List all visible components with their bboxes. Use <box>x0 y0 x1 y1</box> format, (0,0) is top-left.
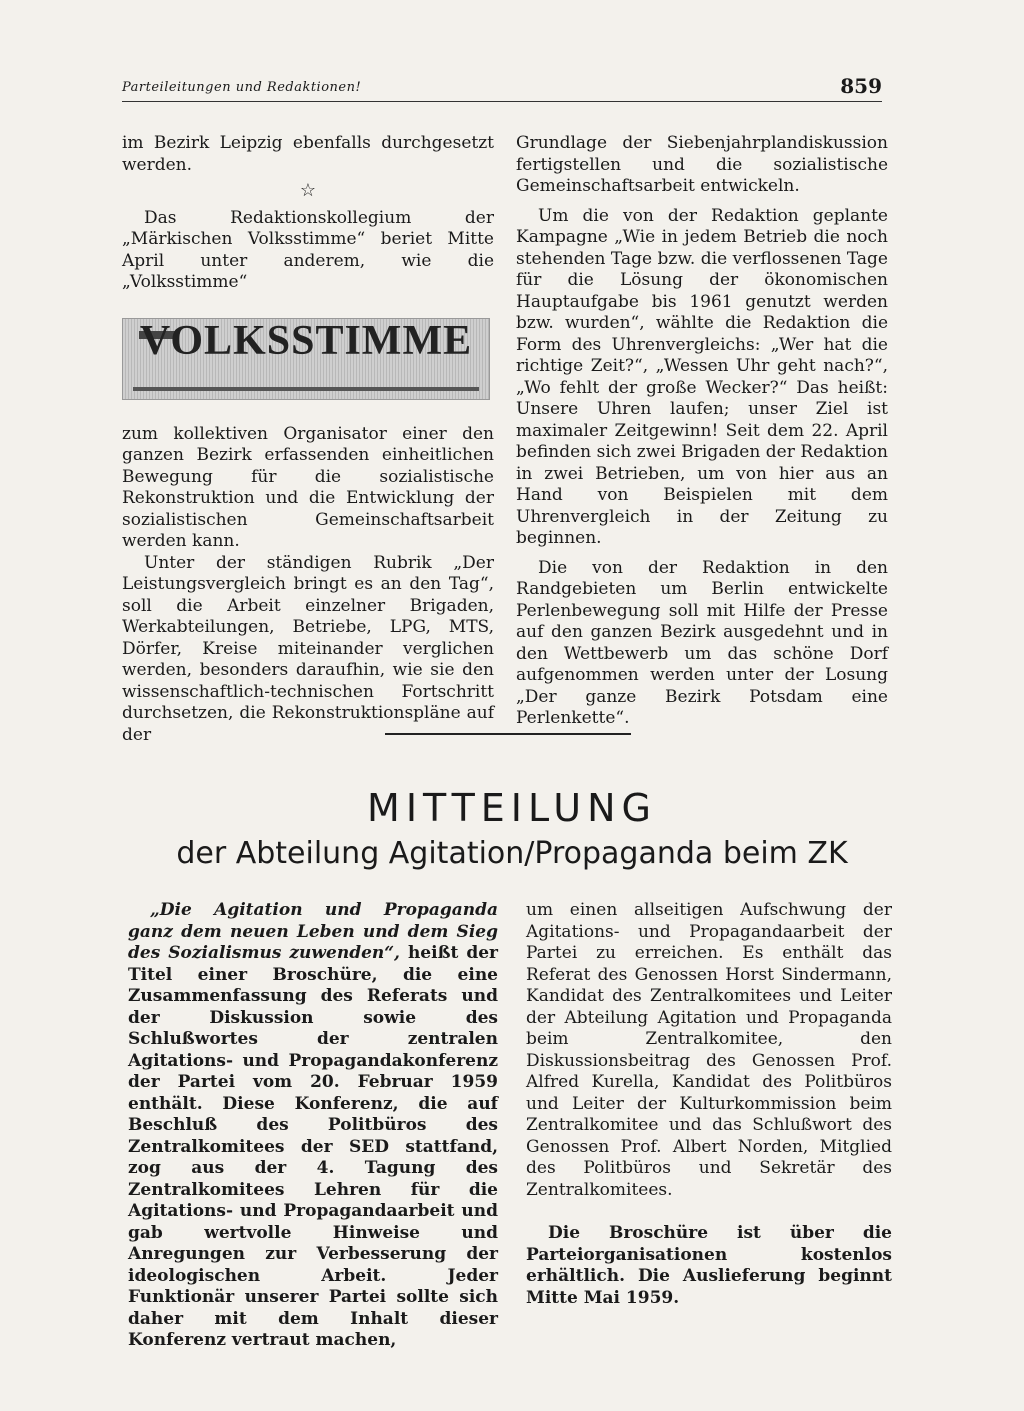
paragraph-text: heißt der Titel einer Broschüre, die eine Zusammenfassung des Referats und der Diskussion sowie des Schlußwortes der zentralen Agitations- und Propagandakonferenz der Partei vom 20. Februar 1959 enthält. Diese Konferenz, die auf Beschluß des Politbüros des Zentralkomitees der SED stattfand, zog aus der 4. Tagung des Zentralkomitees Lehren für die Agitations- und Propagandaarbeit und gab wertvolle Hinweise und Anregungen zur Verbesserung der ideologischen Arbeit. Jeder Funktionär unserer Partei sollte sich daher mit dem Inhalt dieser Konferenz vertraut machen, <box>128 943 498 1350</box>
paragraph: Unter der ständigen Rubrik „Der Leistungsvergleich bringt es an den Tag“, soll die Arbeit einzelner Brigaden, Werkabteilungen, Betriebe, LPG, MTS, Dörfer, Kreise miteinander verglichen werden, besonders daraufhin, wie sie den wissenschaftlich-technischen Fortschritt durchsetzen, die Rekonstruktionspläne auf der <box>122 552 494 745</box>
header-rule <box>122 101 882 102</box>
paragraph: im Bezirk Leipzig ebenfalls durchgesetzt werden. <box>122 133 494 175</box>
paragraph: Um die von der Redaktion geplante Kampagne „Wie in jedem Betrieb die noch stehenden Tage bzw. die verflossenen Tage für die Lösung der ökonomischen Hauptaufgabe bis 1961 genutzt werden bzw. wurden“, wählte die Redaktion die Form des Uhrenvergleichs: „Wer hat die richtige Zeit?“, „Wessen Uhr geht nach?“, „Wo fehlt der große Wecker?“ Das heißt: Unsere Uhren laufen; unser Ziel ist maximaler Zeitgewinn! Seit dem 22. April befinden sich zwei Brigaden der Redaktion in zwei Betrieben, um von hier aus an Hand von Beispielen mit dem Uhrenvergleich in der Zeitung zu beginnen. <box>516 205 888 548</box>
paragraph: Die von der Redaktion in den Randgebieten um Berlin entwickelte Perlenbewegung soll mit Hilfe der Presse auf den ganzen Bezirk ausgedehnt und in den Wettbewerb um das schöne Dorf aufgenommen werden unter der Losung „Der ganze Bezirk Potsdam eine Perlenkette“. <box>516 557 888 728</box>
paragraph: Das Redaktionskollegium der „Märkischen Volksstimme“ beriet Mitte April unter anderem, wie die „Volksstimme“ <box>122 207 494 292</box>
paragraph: um einen allseitigen Aufschwung der Agitations- und Propagandaarbeit der Partei zu erreichen. Es enthält das Referat des Genossen Horst Sindermann, Kandidat des Zentralkomitees und Leiter der Abteilung Agitation und Propaganda beim Zentralkomitee, den Diskussionsbeitrag des Genossen Prof. Alfred Kurella, Kandidat des Politbüros und Leiter der Kulturkommission beim Zentralkomitee und das Schlußwort des Genossen Prof. Albert Norden, Mitglied des Politbüros und Sekretär des Zentralkomitees. <box>526 900 892 1200</box>
paragraph <box>128 900 498 1352</box>
paragraph: zum kollektiven Organisator einer den ganzen Bezirk erfassenden einheitlichen Bewegung für die sozialistische Rekonstruktion und die Entwicklung der sozialistischen Gemeinschaftsarbeit werden kann. <box>122 423 494 551</box>
section-divider <box>385 733 631 735</box>
left-column-top <box>122 133 494 746</box>
announcement-subtitle: der Abteilung Agitation/Propaganda beim ZK <box>176 836 848 871</box>
paragraph: Grundlage der Siebenjahrplandiskussion fertigstellen und die sozialistische Gemeinschaftsarbeit entwickeln. <box>516 133 888 196</box>
masthead-title: VOLKSSTIMME <box>139 317 473 364</box>
page-number: 859 <box>840 74 882 98</box>
announcement-right-column <box>526 900 892 1309</box>
right-column-top <box>516 133 888 730</box>
announcement-left-column <box>128 900 498 1352</box>
page-header <box>122 74 882 104</box>
paragraph: Die Broschüre ist über die Parteiorganisationen kostenlos erhältlich. Die Auslieferung beginnt Mitte Mai 1959. <box>526 1223 892 1308</box>
brochure-title: „Die Agitation und Propaganda ganz dem neuen Leben und dem Sieg des Sozialismus zuwenden“, <box>128 900 498 963</box>
masthead-subline <box>133 387 479 391</box>
volksstimme-masthead-image <box>122 318 490 400</box>
running-head: Parteileitungen und Redaktionen! <box>122 80 362 95</box>
star-icon: ☆ <box>299 180 317 201</box>
announcement-title: MITTEILUNG <box>367 786 657 830</box>
